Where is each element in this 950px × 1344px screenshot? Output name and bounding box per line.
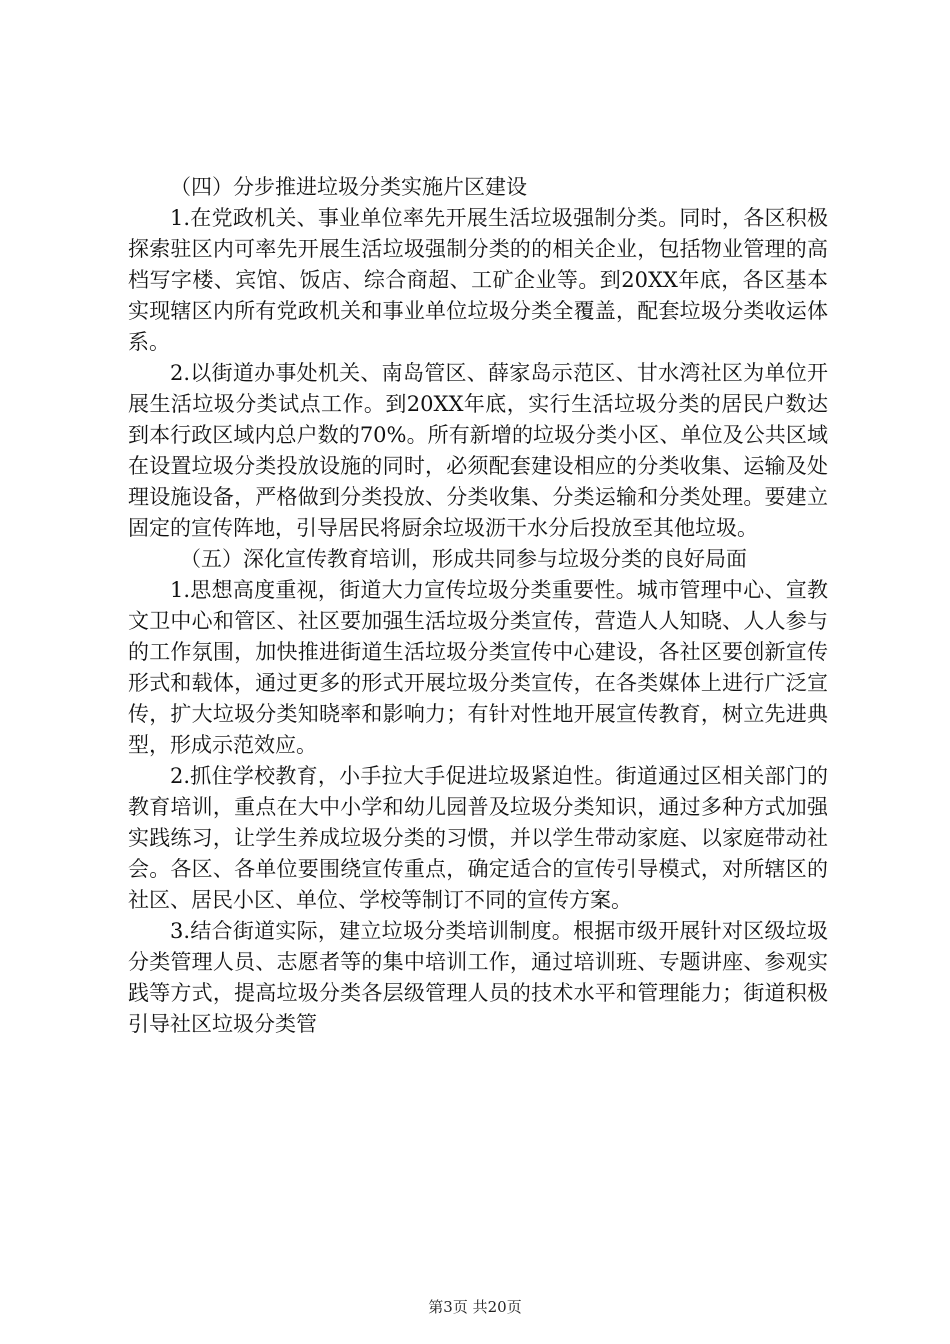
paragraph: 2.以街道办事处机关、南岛管区、薛家岛示范区、甘水湾社区为单位开展生活垃圾分类试点工作。到20XX年底，实行生活垃圾分类的居民户数达到本行政区域内总户数的70%。所有新增的垃圾分类小区、单位及公共区域在设置垃圾分类投放设施的同时，必须配套建设相应的分类收集、运输及处理设施设备，严格做到分类投放、分类收集、分类运输和分类处理。要建立固定的宣传阵地，引导居民将厨余垃圾沥干水分后投放至其他垃圾。 bbox=[128, 361, 828, 540]
paragraph: 1.思想高度重视，街道大力宣传垃圾分类重要性。城市管理中心、宣教文卫中心和管区、社区要加强生活垃圾分类宣传，营造人人知晓、人人参与的工作氛围，加快推进街道生活垃圾分类宣传中心建设，各社区要创新宣传形式和载体，通过更多的形式开展垃圾分类宣传，在各类媒体上进行广泛宣传，扩大垃圾分类知晓率和影响力；有针对性地开展宣传教育，树立先进典型，形成示范效应。 bbox=[128, 578, 828, 757]
page-footer: 第3页 共20页 bbox=[428, 1298, 522, 1316]
section-heading-4: （四）分步推进垃圾分类实施片区建设 bbox=[170, 175, 527, 199]
section-heading-5: （五）深化宣传教育培训，形成共同参与垃圾分类的良好局面 bbox=[180, 547, 747, 571]
paragraph: 2.抓住学校教育，小手拉大手促进垃圾紧迫性。街道通过区相关部门的教育培训，重点在大中小学和幼儿园普及垃圾分类知识，通过多种方式加强实践练习，让学生养成垃圾分类的习惯，并以学生带动家庭、以家庭带动社会。各区、各单位要围绕宣传重点，确定适合的宣传引导模式，对所辖区的社区、居民小区、单位、学校等制订不同的宣传方案。 bbox=[128, 764, 828, 912]
paragraph: 1.在党政机关、事业单位率先开展生活垃圾强制分类。同时，各区积极探索驻区内可率先开展生活垃圾强制分类的的相关企业，包括物业管理的高档写字楼、宾馆、饭店、综合商超、工矿企业等。到20XX年底，各区基本实现辖区内所有党政机关和事业单位垃圾分类全覆盖，配套垃圾分类收运体系。 bbox=[128, 206, 828, 354]
paragraph: 3.结合街道实际，建立垃圾分类培训制度。根据市级开展针对区级垃圾分类管理人员、志愿者等的集中培训工作，通过培训班、专题讲座、参观实践等方式，提高垃圾分类各层级管理人员的技术水平和管理能力；街道积极引导社区垃圾分类管 bbox=[128, 919, 828, 1036]
document-body bbox=[128, 172, 828, 1040]
